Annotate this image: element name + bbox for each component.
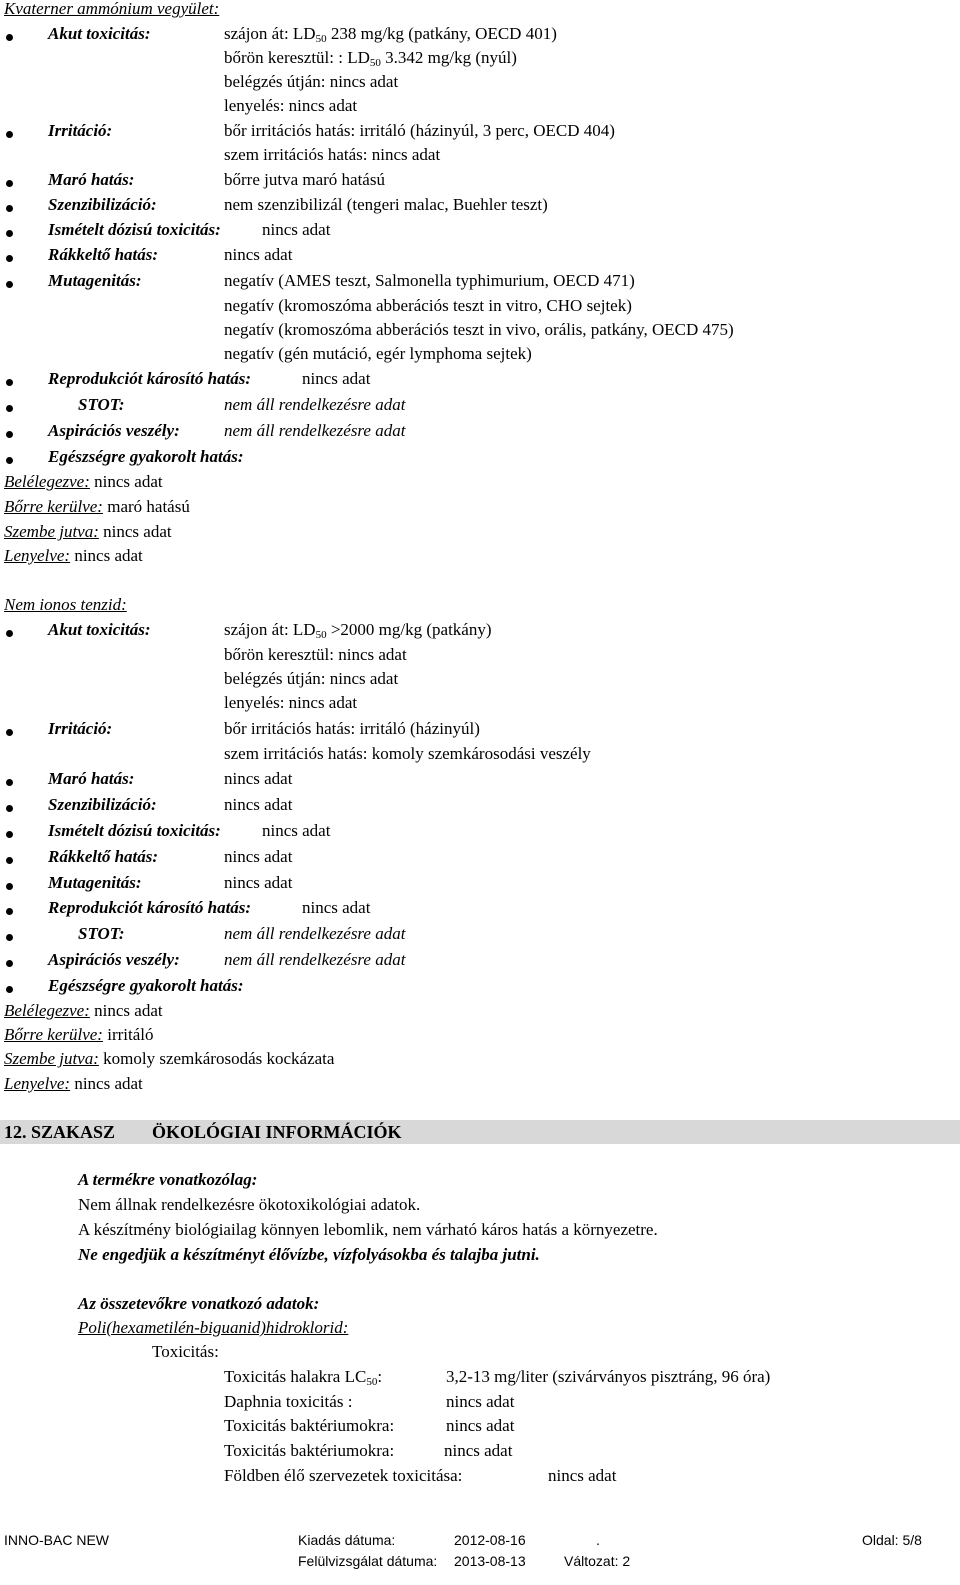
stot-label: STOT: bbox=[78, 924, 125, 943]
reproductive-value: nincs adat bbox=[302, 898, 371, 917]
footer-review-date: 2013-08-13 bbox=[454, 1553, 526, 1569]
bullet bbox=[6, 934, 13, 941]
stot-value: nem áll rendelkezésre adat bbox=[224, 395, 406, 414]
mutagenicity-value-1: negatív (AMES teszt, Salmonella typhimurium, OECD 471) bbox=[224, 271, 635, 290]
repeated-dose-value: nincs adat bbox=[262, 821, 331, 840]
block1-heading: Kvaterner ammónium vegyület: bbox=[4, 0, 220, 18]
reproductive-label: Reprodukciót károsító hatás: bbox=[48, 898, 252, 917]
reproductive-label: Reprodukciót károsító hatás: bbox=[48, 369, 252, 388]
footer-product: INNO-BAC NEW bbox=[4, 1532, 109, 1548]
repeated-dose-label: Ismételt dózisú toxicitás: bbox=[48, 220, 221, 239]
product-line-2: A készítmény biológiailag könnyen lebomlik, nem várható káros hatás a környezetre. bbox=[78, 1220, 658, 1239]
bacteria-toxicity-value-1: nincs adat bbox=[446, 1416, 515, 1435]
carcinogenicity-value: nincs adat bbox=[224, 847, 293, 866]
toxicity-label: Toxicitás: bbox=[152, 1342, 219, 1361]
footer-issue-label: Kiadás dátuma: bbox=[298, 1532, 396, 1548]
skin-contact-line: Bőrre kerülve: maró hatású bbox=[4, 497, 190, 516]
bullet bbox=[6, 729, 13, 736]
product-heading: A termékre vonatkozólag: bbox=[78, 1170, 258, 1189]
product-line-1: Nem állnak rendelkezésre ökotoxikológiai adatok. bbox=[78, 1195, 421, 1214]
footer-review-label: Felülvizsgálat dátuma: bbox=[298, 1553, 438, 1569]
acute-toxicity-label: Akut toxicitás: bbox=[48, 620, 151, 639]
bullet bbox=[6, 379, 13, 386]
bullet bbox=[6, 205, 13, 212]
stot-value: nem áll rendelkezésre adat bbox=[224, 924, 406, 943]
acute-oral-value: szájon át: $LD_{50} >2000$ mg/kg (patkány) bbox=[224, 620, 492, 641]
components-heading: Az összetevőkre vonatkozó adatok: bbox=[78, 1294, 320, 1313]
acute-inhalation-value: belégzés útján: nincs adat bbox=[224, 669, 399, 688]
swallowed-line: Lenyelve: nincs adat bbox=[4, 1074, 143, 1093]
mutagenicity-value-3: negatív (kromoszóma abberációs teszt in vivo, orális, patkány, OECD 475) bbox=[224, 320, 734, 339]
aspiration-label: Aspirációs veszély: bbox=[48, 950, 180, 969]
bacteria-toxicity-label-2: Toxicitás baktériumokra: bbox=[224, 1441, 395, 1460]
sensitization-label: Szenzibilizáció: bbox=[48, 795, 157, 814]
footer-page-number: Oldal: 5/8 bbox=[862, 1532, 922, 1548]
soil-toxicity-label: Földben élő szervezetek toxicitása: bbox=[224, 1466, 463, 1485]
inhaled-line: Belélegezve: nincs adat bbox=[4, 472, 163, 491]
bullet bbox=[6, 281, 13, 288]
footer-dot: . bbox=[596, 1532, 600, 1548]
aspiration-label: Aspirációs veszély: bbox=[48, 421, 180, 440]
fish-toxicity-value: 3,2-13 mg/liter (szivárványos pisztráng, 96 óra) bbox=[446, 1367, 771, 1386]
mutagenicity-value: nincs adat bbox=[224, 873, 293, 892]
stot-label: STOT: bbox=[78, 395, 125, 414]
daphnia-toxicity-value: nincs adat bbox=[446, 1392, 515, 1411]
bullet bbox=[6, 908, 13, 915]
skin-contact-line: Bőrre kerülve: irritáló bbox=[4, 1025, 154, 1044]
bullet bbox=[6, 255, 13, 262]
acute-dermal-value: bőrön keresztül: nincs adat bbox=[224, 645, 407, 664]
bullet bbox=[6, 431, 13, 438]
inhaled-line: Belélegezve: nincs adat bbox=[4, 1001, 163, 1020]
health-effects-label: Egészségre gyakorolt hatás: bbox=[48, 447, 244, 466]
section-number: 12. SZAKASZ bbox=[4, 1122, 116, 1142]
bullet bbox=[6, 779, 13, 786]
footer-issue-date: 2012-08-16 bbox=[454, 1532, 526, 1548]
bullet bbox=[6, 457, 13, 464]
eye-contact-line: Szembe jutva: komoly szemkárosodás kockázata bbox=[4, 1049, 335, 1068]
acute-toxicity-label: Akut toxicitás: bbox=[48, 24, 151, 43]
aspiration-value: nem áll rendelkezésre adat bbox=[224, 950, 406, 969]
repeated-dose-value: nincs adat bbox=[262, 220, 331, 239]
corrosive-value: nincs adat bbox=[224, 769, 293, 788]
reproductive-value: nincs adat bbox=[302, 369, 371, 388]
aspiration-value: nem áll rendelkezésre adat bbox=[224, 421, 406, 440]
mutagenicity-value-2: negatív (kromoszóma abberációs teszt in vitro, CHO sejtek) bbox=[224, 296, 632, 315]
corrosive-label: Maró hatás: bbox=[48, 170, 135, 189]
daphnia-toxicity-label: Daphnia toxicitás : bbox=[224, 1392, 353, 1411]
irritation-skin-value: bőr irritációs hatás: irritáló (házinyúl, 3 perc, OECD 404) bbox=[224, 121, 615, 140]
bullet bbox=[6, 805, 13, 812]
bacteria-toxicity-label-1: Toxicitás baktériumokra: bbox=[224, 1416, 395, 1435]
bullet bbox=[6, 405, 13, 412]
mutagenicity-label: Mutagenitás: bbox=[48, 271, 142, 290]
section-header-bar bbox=[0, 1120, 960, 1144]
swallowed-line: Lenyelve: nincs adat bbox=[4, 546, 143, 565]
corrosive-label: Maró hatás: bbox=[48, 769, 135, 788]
acute-inhalation-value: belégzés útján: nincs adat bbox=[224, 72, 399, 91]
acute-dermal-value: bőrön keresztül: : $LD_{50}$ 3.342 mg/kg (nyúl) bbox=[224, 48, 517, 69]
acute-ingestion-value: lenyelés: nincs adat bbox=[224, 96, 358, 115]
bullet bbox=[6, 34, 13, 41]
fish-toxicity-label: Toxicitás halakra $LC_{50}$: bbox=[224, 1367, 383, 1388]
health-effects-label: Egészségre gyakorolt hatás: bbox=[48, 976, 244, 995]
irritation-skin-value: bőr irritációs hatás: irritáló (házinyúl) bbox=[224, 719, 480, 738]
sensitization-value: nem szenzibilizál (tengeri malac, Buehler teszt) bbox=[224, 195, 548, 214]
block2-heading: Nem ionos tenzid: bbox=[4, 595, 127, 614]
mutagenicity-value-4: negatív (gén mutáció, egér lymphoma sejtek) bbox=[224, 344, 532, 363]
bullet bbox=[6, 131, 13, 138]
component-name: Poli(hexametilén-biguanid)hidroklorid: bbox=[78, 1318, 349, 1337]
acute-oral-value: szájon át: $LD_{50}$ 238 mg/kg (patkány, OECD 401) bbox=[224, 24, 557, 45]
bullet bbox=[6, 180, 13, 187]
mutagenicity-label: Mutagenitás: bbox=[48, 873, 142, 892]
bullet bbox=[6, 230, 13, 237]
bullet bbox=[6, 986, 13, 993]
irritation-label: Irritáció: bbox=[48, 121, 113, 140]
carcinogenicity-label: Rákkeltő hatás: bbox=[48, 245, 159, 264]
product-line-3: Ne engedjük a készítményt élővízbe, vízfolyásokba és talajba jutni. bbox=[78, 1245, 540, 1264]
irritation-eye-value: szem irritációs hatás: komoly szemkárosodási veszély bbox=[224, 744, 591, 763]
irritation-eye-value: szem irritációs hatás: nincs adat bbox=[224, 145, 441, 164]
bullet bbox=[6, 857, 13, 864]
sensitization-label: Szenzibilizáció: bbox=[48, 195, 157, 214]
eye-contact-line: Szembe jutva: nincs adat bbox=[4, 522, 172, 541]
carcinogenicity-label: Rákkeltő hatás: bbox=[48, 847, 159, 866]
soil-toxicity-value: nincs adat bbox=[548, 1466, 617, 1485]
bullet bbox=[6, 883, 13, 890]
irritation-label: Irritáció: bbox=[48, 719, 113, 738]
repeated-dose-label: Ismételt dózisú toxicitás: bbox=[48, 821, 221, 840]
bullet bbox=[6, 630, 13, 637]
sensitization-value: nincs adat bbox=[224, 795, 293, 814]
section-title: ÖKOLÓGIAI INFORMÁCIÓK bbox=[152, 1122, 402, 1142]
acute-ingestion-value: lenyelés: nincs adat bbox=[224, 693, 358, 712]
corrosive-value: bőrre jutva maró hatású bbox=[224, 170, 385, 189]
footer-version: Változat: 2 bbox=[564, 1553, 631, 1569]
bullet bbox=[6, 831, 13, 838]
bacteria-toxicity-value-2: nincs adat bbox=[444, 1441, 513, 1460]
carcinogenicity-value: nincs adat bbox=[224, 245, 293, 264]
bullet bbox=[6, 960, 13, 967]
